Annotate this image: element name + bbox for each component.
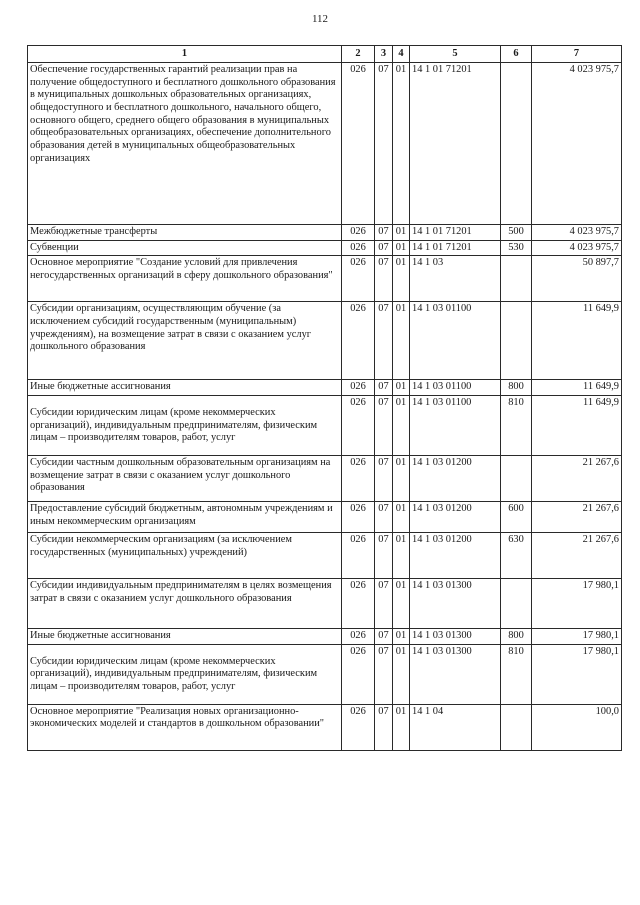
row-target-code: 14 1 03 01300 [410,644,501,704]
row-subsection: 01 [393,396,410,456]
row-target-code: 14 1 03 01200 [410,533,501,579]
table-row [28,240,622,256]
row-grbs: 026 [342,256,375,302]
row-expense-type [501,456,532,502]
row-grbs: 026 [342,396,375,456]
row-name: Субсидии индивидуальным предпринимателям в целях возмещения затрат в связи с оказанием услуг дошкольного образования [28,579,342,629]
row-target-code: 14 1 03 01300 [410,579,501,629]
table-row [28,704,622,750]
row-name: Иные бюджетные ассигнования [28,380,342,396]
row-section: 07 [375,63,393,225]
row-target-code: 14 1 01 71201 [410,240,501,256]
row-name: Основное мероприятие "Создание условий для привлечения негосударственных организаций в сферу дошкольного образования" [28,256,342,302]
row-section: 07 [375,456,393,502]
column-header: 2 [342,46,375,63]
page-number: 112 [311,13,329,25]
row-name-text: Субсидии юридическим лицам (кроме некоммерческих организаций), индивидуальным предпринимателям, физическим лицам – производителям товаров, работ, услуг [30,407,318,444]
row-name: Обеспечение государственных гарантий реализации прав на получение общедоступного и бесплатного дошкольного образования в муниципальных дошкольных образовательных организациях, общедоступного и бесплатного дошкольного, начального общего, основного общего, среднего общего образования в муниципальных общеобразовательных организациях, обеспечение дополнительного образования детей в муниципальных общеобразовательных организациях [28,63,342,225]
row-section: 07 [375,225,393,241]
row-target-code: 14 1 01 71201 [410,225,501,241]
row-target-code: 14 1 03 [410,256,501,302]
table-row [28,256,622,302]
table-row [28,533,622,579]
row-section: 07 [375,396,393,456]
table-row [28,396,622,456]
row-grbs: 026 [342,579,375,629]
row-sum: 17 980,1 [532,644,622,704]
column-header: 6 [501,46,532,63]
row-name-text: Субсидии юридическим лицам (кроме некоммерческих организаций), индивидуальным предпринимателям, физическим лицам – производителям товаров, работ, услуг [30,655,318,693]
row-sum: 17 980,1 [532,579,622,629]
row-sum: 4 023 975,7 [532,225,622,241]
row-expense-type: 600 [501,502,532,533]
row-subsection: 01 [393,579,410,629]
row-subsection: 01 [393,225,410,241]
row-target-code: 14 1 01 71201 [410,63,501,225]
row-expense-type: 530 [501,240,532,256]
row-grbs: 026 [342,704,375,750]
table-row [28,502,622,533]
table-row [28,629,622,645]
row-grbs: 026 [342,502,375,533]
row-section: 07 [375,579,393,629]
row-name: Основное мероприятие "Реализация новых организационно-экономических моделей и стандартов в дошкольном образовании" [28,704,342,750]
column-header: 1 [28,46,342,63]
row-subsection: 01 [393,502,410,533]
row-grbs: 026 [342,533,375,579]
row-sum: 17 980,1 [532,629,622,645]
row-section: 07 [375,704,393,750]
row-section: 07 [375,256,393,302]
column-header: 5 [410,46,501,63]
table-row [28,644,622,704]
row-grbs: 026 [342,240,375,256]
row-expense-type [501,704,532,750]
row-subsection: 01 [393,240,410,256]
row-sum: 11 649,9 [532,302,622,380]
column-header: 3 [375,46,393,63]
row-name: Субсидии организациям, осуществляющим обучение (за исключением субсидий государственным (муниципальным) учреждениям), на возмещение затрат в связи с оказанием услуг дошкольного образования [28,302,342,380]
row-expense-type [501,256,532,302]
row-expense-type [501,63,532,225]
row-grbs: 026 [342,63,375,225]
table-row [28,456,622,502]
row-name: Субсидии частным дошкольным образовательным организациям на возмещение затрат в связи с оказанием услуг дошкольного образования [28,456,342,502]
table-row [28,225,622,241]
row-expense-type: 810 [501,644,532,704]
row-target-code: 14 1 03 01100 [410,302,501,380]
row-name: Предоставление субсидий бюджетным, автономным учреждениям и иным некоммерческим организациям [28,502,342,533]
row-sum: 11 649,9 [532,380,622,396]
row-subsection: 01 [393,63,410,225]
row-sum: 11 649,9 [532,396,622,456]
row-section: 07 [375,533,393,579]
column-header: 4 [393,46,410,63]
row-subsection: 01 [393,644,410,704]
row-sum: 4 023 975,7 [532,240,622,256]
row-expense-type: 800 [501,629,532,645]
row-sum: 21 267,6 [532,502,622,533]
row-subsection: 01 [393,302,410,380]
row-expense-type: 810 [501,396,532,456]
row-section: 07 [375,644,393,704]
row-sum: 21 267,6 [532,533,622,579]
row-grbs: 026 [342,644,375,704]
row-target-code: 14 1 03 01100 [410,380,501,396]
row-section: 07 [375,380,393,396]
row-section: 07 [375,502,393,533]
row-subsection: 01 [393,704,410,750]
row-expense-type: 500 [501,225,532,241]
row-expense-type [501,302,532,380]
row-section: 07 [375,302,393,380]
row-expense-type [501,579,532,629]
table-row [28,380,622,396]
row-name: Субвенции [28,240,342,256]
row-target-code: 14 1 03 01300 [410,629,501,645]
row-sum: 21 267,6 [532,456,622,502]
table-header-row [28,46,622,63]
row-subsection: 01 [393,256,410,302]
row-target-code: 14 1 03 01100 [410,396,501,456]
row-section: 07 [375,240,393,256]
row-expense-type: 630 [501,533,532,579]
row-subsection: 01 [393,629,410,645]
table-row [28,63,622,225]
row-name: Субсидии некоммерческим организациям (за исключением государственных (муниципальных) учреждений) [28,533,342,579]
row-target-code: 14 1 03 01200 [410,502,501,533]
row-section: 07 [375,629,393,645]
row-name [28,644,342,704]
row-name: Межбюджетные трансферты [28,225,342,241]
row-grbs: 026 [342,456,375,502]
table-row [28,302,622,380]
row-subsection: 01 [393,380,410,396]
budget-table [27,45,622,751]
row-expense-type: 800 [501,380,532,396]
row-grbs: 026 [342,225,375,241]
row-target-code: 14 1 04 [410,704,501,750]
row-grbs: 026 [342,380,375,396]
table-row [28,579,622,629]
row-name [28,396,342,456]
row-grbs: 026 [342,302,375,380]
column-header: 7 [532,46,622,63]
row-name: Иные бюджетные ассигнования [28,629,342,645]
row-sum: 50 897,7 [532,256,622,302]
row-grbs: 026 [342,629,375,645]
row-sum: 4 023 975,7 [532,63,622,225]
row-target-code: 14 1 03 01200 [410,456,501,502]
row-subsection: 01 [393,533,410,579]
row-sum: 100,0 [532,704,622,750]
row-subsection: 01 [393,456,410,502]
